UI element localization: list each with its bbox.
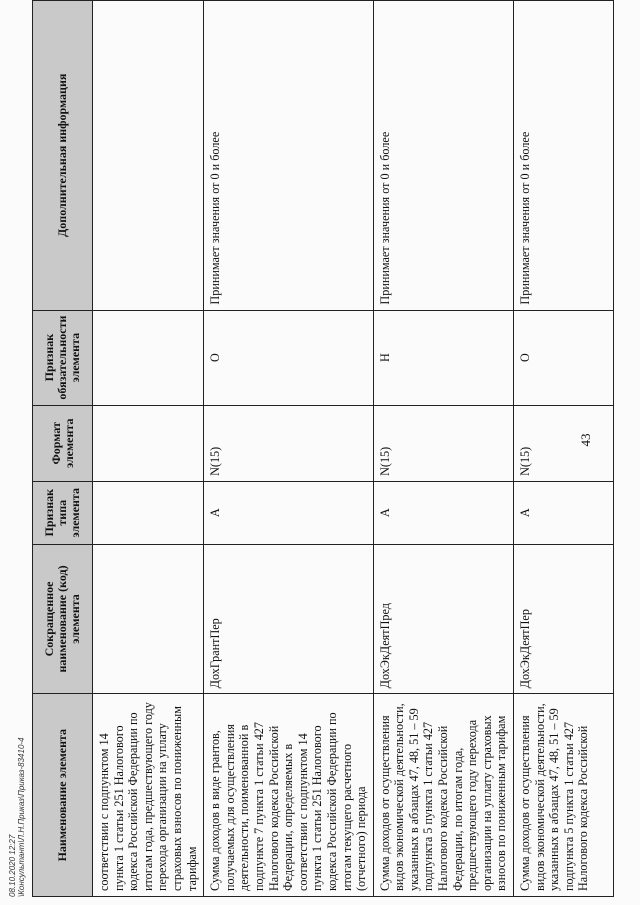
cell-required: О bbox=[204, 310, 374, 405]
cell-type: А bbox=[204, 481, 374, 544]
table-row bbox=[373, 1, 513, 897]
cell-type: А bbox=[373, 481, 513, 544]
header-info: Дополнительная информация bbox=[33, 1, 93, 311]
table-row bbox=[93, 1, 204, 897]
table-header-row bbox=[33, 1, 93, 897]
cell-type bbox=[93, 481, 204, 544]
cell-name: Сумма доходов от осуществления видов экономической деятельности, указанных в абзацах 47, 48, 51 – 59 подпункта 5 пункта 1 статьи 427 Налогового кодекса Российской bbox=[514, 694, 614, 897]
page-number: 43 bbox=[578, 433, 593, 447]
print-stamp bbox=[8, 737, 26, 897]
cell-code bbox=[93, 544, 204, 694]
cell-name: Сумма доходов от осуществления видов экономической деятельности, указанных в абзацах 47, 48, 51 – 59 подпункта 5 пункта 1 статьи 427 Налогового кодекса Российской Федерации, по итогам года, предшествующего году перехода организации на уплату страховых взносов по пониженным тарифам bbox=[373, 694, 513, 897]
cell-required bbox=[93, 310, 204, 405]
header-name: Наименование элемента bbox=[33, 694, 93, 897]
cell-name: соответствии с подпунктом 14 пункта 1 статьи 251 Налогового кодекса Российской Федерации по итогам года, предшествующего году перехода организации на уплату страховых взносов по пониженным тарифам bbox=[93, 694, 204, 897]
cell-required: Н bbox=[373, 310, 513, 405]
header-format: Формат элемента bbox=[33, 405, 93, 481]
cell-info bbox=[93, 1, 204, 311]
cell-info: Принимает значения от 0 и более bbox=[373, 1, 513, 311]
cell-info: Принимает значения от 0 и более bbox=[514, 1, 614, 311]
cell-format: N(15) bbox=[373, 405, 513, 481]
cell-info: Принимает значения от 0 и более bbox=[204, 1, 374, 311]
cell-code: ДохГрантПер bbox=[204, 544, 374, 694]
cell-required: О bbox=[514, 310, 614, 405]
cell-name: Сумма доходов в виде грантов, получаемых для осуществления деятельности, поименованной в подпункте 7 пункта 1 статьи 427 Налогового кодекса Российской Федерации, определяемых в соответствии с подпунктом 14 пункта 1 статьи 251 Налогового кодекса Российской Федерации по итогам текущего расчетного (отчетного) периода bbox=[204, 694, 374, 897]
cell-code: ДохЭкДеятПер bbox=[514, 544, 614, 694]
cell-format: N(15) bbox=[514, 405, 614, 481]
cell-format bbox=[93, 405, 204, 481]
cell-format: N(15) bbox=[204, 405, 374, 481]
header-type: Признак типа элемента bbox=[33, 481, 93, 544]
stamp-line-date: 08.10.2020 12:27 bbox=[8, 834, 17, 897]
stamp-line-path: \Консультант\Л.Н.Приказ\Приказ-83410-4 bbox=[17, 737, 26, 897]
cell-code: ДохЭкДеятПред bbox=[373, 544, 513, 694]
table-row bbox=[204, 1, 374, 897]
header-required: Признак обязательности элемента bbox=[33, 310, 93, 405]
element-table bbox=[32, 0, 614, 897]
table-row bbox=[514, 1, 614, 897]
header-code: Сокращенное наименование (код) элемента bbox=[33, 544, 93, 694]
cell-type: А bbox=[514, 481, 614, 544]
